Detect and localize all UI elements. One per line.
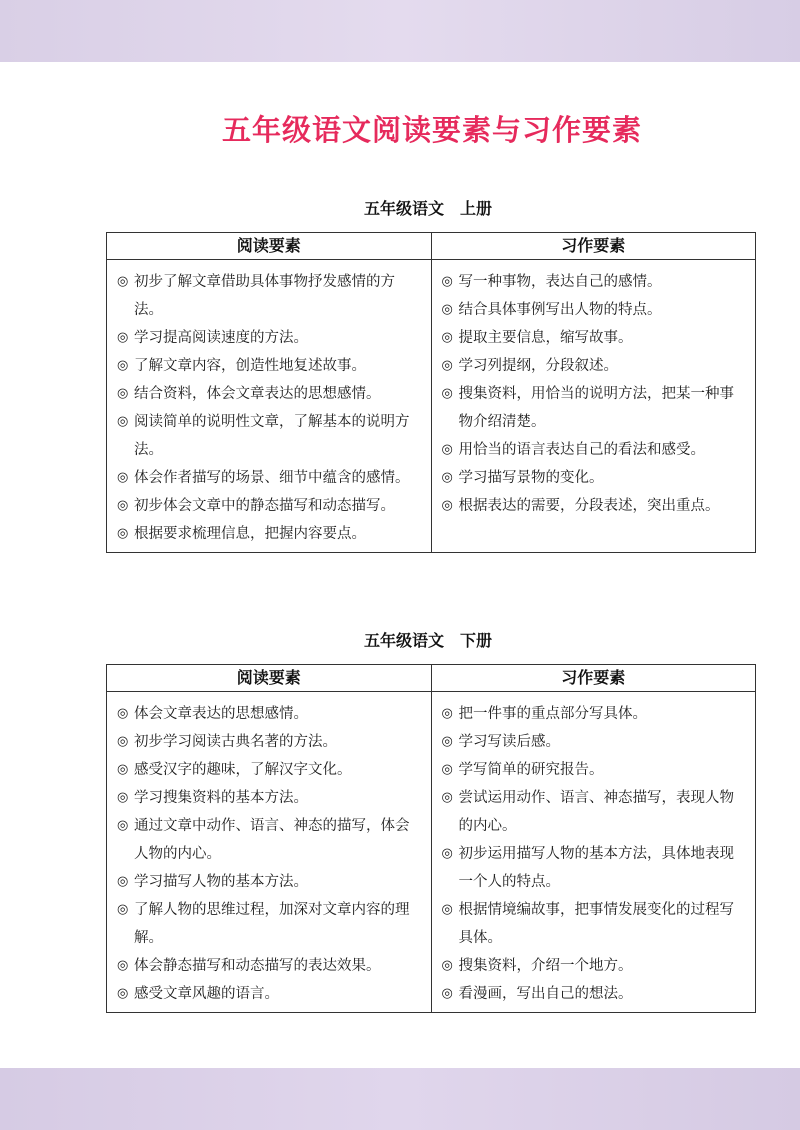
page-title: 五年级语文阅读要素与习作要素 [221,113,642,147]
list-item-text: 初步了解文章借助具体事物抒发感情的方法。 [134,274,395,318]
list-item-text: 体会文章表达的思想感情。 [134,706,308,722]
bullet-circle-icon: ◎ [441,706,453,721]
list-item-text: 感受汉字的趣味，了解汉字文化。 [134,762,352,778]
list-item [117,380,421,408]
list-item-text: 感受文章风趣的语言。 [134,986,279,1002]
bullet-circle-icon: ◎ [441,734,453,749]
bullet-circle-icon: ◎ [117,330,129,345]
bullet-circle-icon: ◎ [441,986,453,1001]
list-item [117,408,421,464]
list-item-text: 学习提高阅读速度的方法。 [134,330,308,346]
list-item [117,784,421,812]
bullet-circle-icon: ◎ [117,734,129,749]
bullet-circle-icon: ◎ [117,274,129,289]
list-item-text: 初步体会文章中的静态描写和动态描写。 [134,498,395,514]
top-decor-band [0,0,800,62]
list-item-text: 写一种事物，表达自己的感情。 [458,274,662,290]
list-item [442,700,746,728]
list-item-text: 搜集资料，用恰当的说明方法，把某一种事物介绍清楚。 [458,386,734,430]
table-upper-volume [106,232,756,553]
list-item [442,952,746,980]
list-item [117,492,421,520]
list-item-text: 初步学习阅读古典名著的方法。 [134,734,337,750]
bullet-circle-icon: ◎ [117,902,129,917]
bullet-circle-icon: ◎ [441,442,453,457]
list-item [117,464,421,492]
header-reading: 阅读要素 [107,665,432,691]
bullet-circle-icon: ◎ [117,762,129,777]
list-item-text: 提取主要信息，缩写故事。 [458,330,633,346]
list-item-text: 结合具体事例写出人物的特点。 [458,302,662,318]
writing-column [432,692,756,1012]
list-item-text: 了解人物的思维过程，加深对文章内容的理解。 [134,902,410,946]
table-body [107,692,755,1012]
list-item [442,756,746,784]
list-item-text: 根据表达的需要，分段表述，突出重点。 [458,498,720,514]
bullet-circle-icon: ◎ [117,358,129,373]
bottom-decor-band [0,1068,800,1130]
list-item [117,868,421,896]
list-item-text: 学习写读后感。 [458,734,560,750]
list-item [442,492,746,520]
list-item-text: 学写简单的研究报告。 [458,762,604,778]
writing-column [432,260,756,552]
list-item-text: 学习描写景物的变化。 [458,470,604,486]
list-item [442,464,746,492]
list-item-text: 学习列提纲，分段叙述。 [458,358,618,374]
bullet-circle-icon: ◎ [441,358,453,373]
list-item-text: 初步运用描写人物的基本方法，具体地表现一个人的特点。 [458,846,734,890]
bullet-circle-icon: ◎ [441,274,453,289]
volume-title-upper: 五年级语文 上册 [363,199,492,218]
list-item-text: 通过文章中动作、语言、神态的描写，体会人物的内心。 [134,818,410,862]
list-item-text: 结合资料，体会文章表达的思想感情。 [134,386,381,402]
bullet-circle-icon: ◎ [441,790,453,805]
list-item [442,784,746,840]
bullet-circle-icon: ◎ [117,958,129,973]
bullet-circle-icon: ◎ [117,818,129,833]
table-lower-volume [106,664,756,1013]
list-item-text: 阅读简单的说明性文章，了解基本的说明方法。 [134,414,410,458]
list-item [442,296,746,324]
table-header-row [107,233,755,260]
bullet-circle-icon: ◎ [441,302,453,317]
list-item [442,436,746,464]
bullet-circle-icon: ◎ [441,330,453,345]
list-item-text: 看漫画，写出自己的想法。 [458,986,633,1002]
list-item-text: 根据情境编故事，把事情发展变化的过程写具体。 [458,902,734,946]
bullet-circle-icon: ◎ [117,790,129,805]
list-item-text: 根据要求梳理信息，把握内容要点。 [134,526,366,542]
bullet-circle-icon: ◎ [117,414,129,429]
list-item [117,728,421,756]
header-writing: 习作要素 [561,236,626,255]
list-item [117,952,421,980]
bullet-circle-icon: ◎ [441,470,453,485]
volume-title-lower: 五年级语文 下册 [363,631,492,650]
list-item-text: 用恰当的语言表达自己的看法和感受。 [458,442,705,458]
list-item-text: 学习搜集资料的基本方法。 [134,790,308,806]
list-item [117,896,421,952]
list-item-text: 搜集资料，介绍一个地方。 [458,958,633,974]
reading-column [107,260,432,552]
list-item [117,268,421,324]
bullet-circle-icon: ◎ [441,846,453,861]
list-item [117,756,421,784]
list-item-text: 体会作者描写的场景、细节中蕴含的感情。 [134,470,410,486]
list-item [117,324,421,352]
bullet-circle-icon: ◎ [117,470,129,485]
list-item [117,812,421,868]
bullet-circle-icon: ◎ [441,902,453,917]
list-item [442,352,746,380]
list-item-text: 尝试运用动作、语言、神态描写，表现人物的内心。 [458,790,734,834]
table-body [107,260,755,552]
list-item [442,268,746,296]
list-item [117,700,421,728]
list-item [442,728,746,756]
list-item-text: 把一件事的重点部分写具体。 [458,706,647,722]
list-item [442,840,746,896]
reading-column [107,692,432,1012]
bullet-circle-icon: ◎ [117,498,129,513]
bullet-circle-icon: ◎ [441,958,453,973]
bullet-circle-icon: ◎ [441,386,453,401]
list-item [442,380,746,436]
list-item [117,352,421,380]
bullet-circle-icon: ◎ [117,986,129,1001]
bullet-circle-icon: ◎ [441,762,453,777]
bullet-circle-icon: ◎ [117,706,129,721]
bullet-circle-icon: ◎ [117,874,129,889]
list-item [442,980,746,1008]
list-item-text: 体会静态描写和动态描写的表达效果。 [134,958,381,974]
bullet-circle-icon: ◎ [441,498,453,513]
header-writing: 习作要素 [561,668,626,687]
list-item [117,980,421,1008]
header-reading: 阅读要素 [107,233,432,259]
list-item [442,896,746,952]
list-item [442,324,746,352]
table-header-row [107,665,755,692]
list-item-text: 了解文章内容，创造性地复述故事。 [134,358,366,374]
bullet-circle-icon: ◎ [117,526,129,541]
list-item [117,520,421,548]
bullet-circle-icon: ◎ [117,386,129,401]
list-item-text: 学习描写人物的基本方法。 [134,874,308,890]
